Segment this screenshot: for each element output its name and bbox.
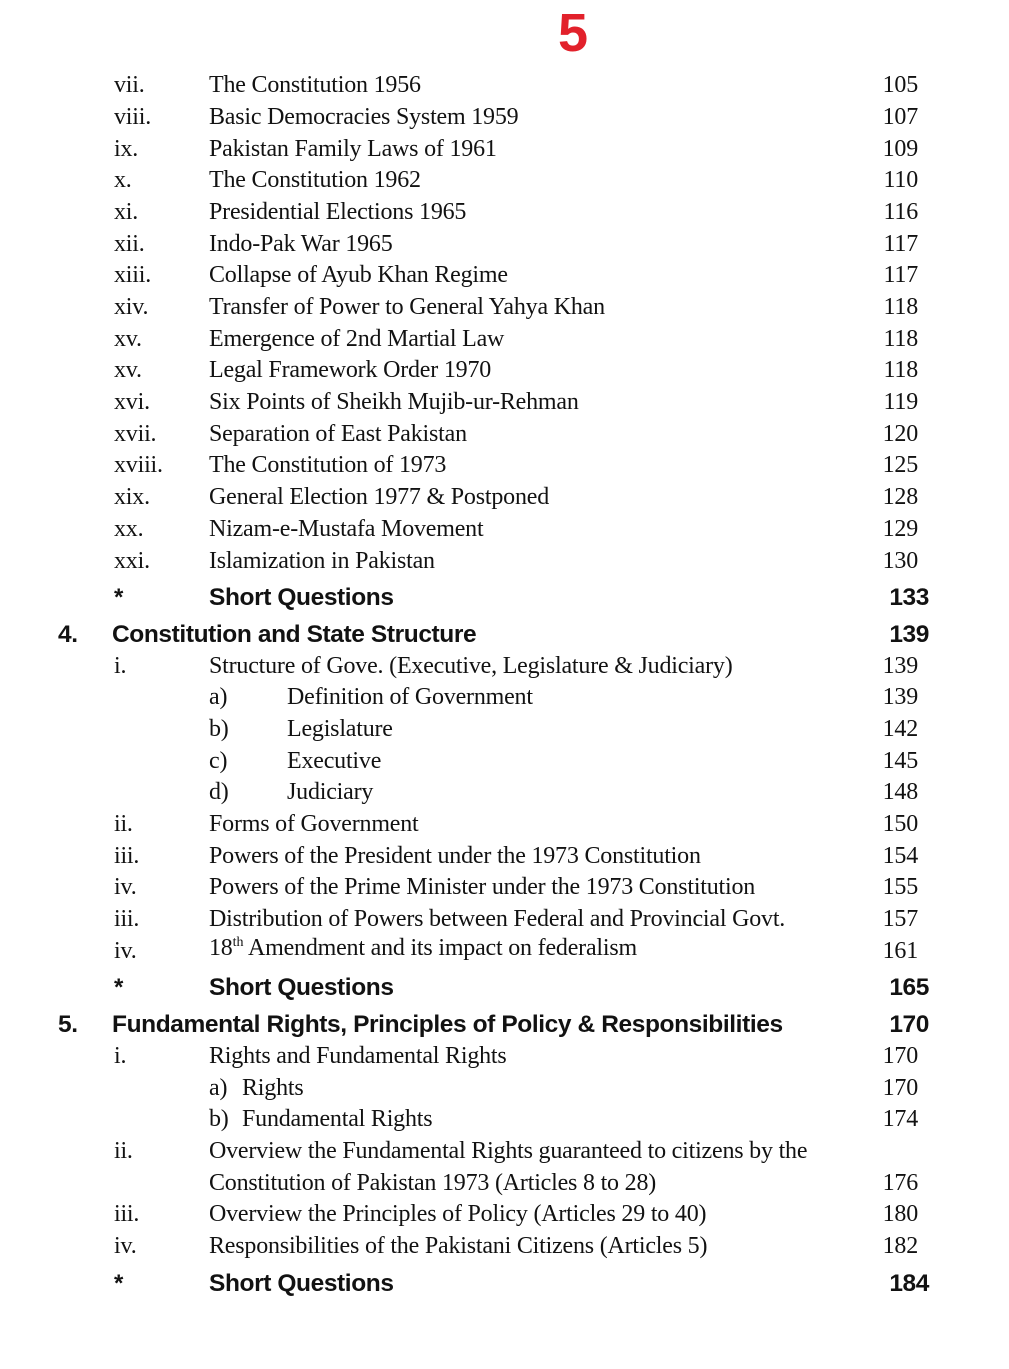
- toc-row: [0, 1072, 1009, 1104]
- superscript-ordinal: th: [232, 934, 244, 950]
- toc-row: [0, 1041, 1009, 1073]
- toc-row-page-number: 155: [882, 874, 918, 901]
- toc-row-title: Forms of Government: [209, 811, 419, 837]
- toc-row-page-number: 165: [889, 974, 929, 1002]
- toc-row-page-number: 133: [889, 584, 929, 612]
- toc-row-page-number: 154: [882, 842, 918, 869]
- toc-row: [0, 809, 1009, 841]
- toc-row-title: Powers of the Prime Minister under the 1973 Constitution: [209, 874, 756, 901]
- toc-row-title: Legislature: [287, 715, 393, 742]
- page-number: 5: [558, 3, 589, 63]
- toc-row-title: Short Questions: [209, 584, 394, 612]
- toc-row-title: 18th Amendment and its impact on federalism: [209, 934, 637, 961]
- toc-row-title: Transfer of Power to General Yahya Khan: [209, 294, 605, 320]
- toc-row-numeral: xiv.: [114, 294, 149, 320]
- toc-row-page-number: 110: [883, 167, 918, 194]
- toc-row-title: Indo-Pak War 1965: [209, 230, 393, 257]
- toc-row: [0, 514, 1009, 546]
- toc-row-numeral: xix.: [114, 484, 150, 511]
- toc-row: [0, 650, 1009, 682]
- toc-row-numeral: ix.: [114, 135, 139, 162]
- toc-row-page-number: 182: [882, 1232, 918, 1259]
- toc-row-numeral: c): [209, 747, 228, 774]
- toc-row-title: Legal Framework Order 1970: [209, 357, 492, 384]
- toc-row: [0, 777, 1009, 809]
- toc-row-title: Six Points of Sheikh Mujib-ur-Rehman: [209, 389, 579, 416]
- toc-row-title: Judiciary: [287, 779, 374, 806]
- toc-row-title: The Constitution of 1973: [209, 452, 447, 479]
- toc-row-page-number: 107: [882, 103, 918, 130]
- toc-row: [0, 936, 1009, 968]
- toc-row-title: Constitution and State Structure: [112, 620, 477, 648]
- toc-row-title: Definition of Government: [287, 684, 533, 711]
- toc-row-page-number: 176: [882, 1169, 918, 1196]
- toc-row-page-number: 116: [883, 198, 918, 225]
- toc-row-title: General Election 1977 & Postponed: [209, 484, 549, 511]
- toc-row: [0, 324, 1009, 356]
- toc-row: [0, 1262, 1009, 1299]
- toc-row-title: Responsibilities of the Pakistani Citizens (Articles 5): [209, 1232, 708, 1259]
- toc-row-page-number: 174: [882, 1106, 918, 1133]
- toc-row-page-number: 117: [883, 262, 918, 289]
- toc-row-numeral: 5.: [58, 1011, 78, 1039]
- toc-row-title: The Constitution 1962: [209, 167, 421, 194]
- toc-row-page-number: 139: [882, 652, 918, 679]
- toc-row-page-number: 105: [882, 72, 918, 99]
- toc-list: [0, 70, 1009, 1299]
- toc-row-title: Basic Democracies System 1959: [209, 103, 519, 130]
- toc-row-page-number: 119: [883, 389, 918, 416]
- toc-row-page-number: 180: [882, 1201, 918, 1228]
- toc-row-numeral: iii.: [114, 842, 140, 869]
- toc-row: [0, 1004, 1009, 1041]
- toc-row: [0, 1136, 1009, 1168]
- toc-row: [0, 545, 1009, 577]
- toc-row-page-number: 157: [882, 906, 918, 933]
- toc-row: [0, 355, 1009, 387]
- toc-row-page-number: 129: [882, 515, 918, 542]
- toc-row-page-number: 170: [882, 1074, 918, 1101]
- toc-row-page-number: 139: [882, 684, 918, 711]
- toc-row: [0, 745, 1009, 777]
- toc-row: [0, 228, 1009, 260]
- toc-row: [0, 1199, 1009, 1231]
- toc-row-numeral: iii.: [114, 906, 140, 933]
- toc-row-page-number: 161: [882, 937, 918, 964]
- toc-row-numeral: *: [114, 974, 123, 1002]
- toc-row-numeral: *: [114, 1269, 123, 1297]
- toc-row-title: Emergence of 2nd Martial Law: [209, 325, 505, 352]
- toc-row-title: Fundamental Rights: [242, 1106, 433, 1133]
- toc-row-title: Separation of East Pakistan: [209, 420, 467, 447]
- toc-row-page-number: 170: [882, 1042, 918, 1069]
- toc-row: [0, 260, 1009, 292]
- toc-row: [0, 872, 1009, 904]
- toc-row-numeral: xx.: [114, 515, 144, 542]
- toc-row-title: Powers of the President under the 1973 Constitution: [209, 842, 701, 869]
- toc-row-numeral: *: [114, 584, 123, 612]
- toc-row-numeral: ii.: [114, 811, 133, 837]
- toc-row-numeral: iv.: [114, 1232, 137, 1259]
- toc-row-numeral: xxi.: [114, 547, 150, 574]
- toc-row-title: Executive: [287, 747, 382, 774]
- toc-row-title: Distribution of Powers between Federal and Provincial Govt.: [209, 906, 786, 933]
- toc-row-title: Presidential Elections 1965: [209, 198, 467, 225]
- toc-row: [0, 419, 1009, 451]
- toc-row-title: Short Questions: [209, 1269, 394, 1297]
- toc-row: [0, 292, 1009, 324]
- toc-row-page-number: 148: [882, 779, 918, 806]
- toc-row: [0, 165, 1009, 197]
- toc-row-page-number: 117: [883, 230, 918, 257]
- toc-row: [0, 133, 1009, 165]
- toc-row-title: Islamization in Pakistan: [209, 547, 435, 574]
- toc-row-page-number: 118: [883, 325, 918, 352]
- toc-row-numeral: iv.: [114, 937, 137, 964]
- toc-row-numeral: xv.: [114, 325, 142, 352]
- toc-row-numeral: b): [209, 1106, 229, 1133]
- toc-row-title: Overview the Principles of Policy (Articles 29 to 40): [209, 1201, 707, 1228]
- toc-row-page-number: 139: [889, 620, 929, 648]
- toc-row-numeral: b): [209, 715, 229, 742]
- toc-row-page-number: 130: [882, 547, 918, 574]
- toc-row-page-number: 145: [882, 747, 918, 774]
- toc-row-page-number: 120: [882, 420, 918, 447]
- toc-row-numeral: d): [209, 779, 229, 806]
- toc-row-title: Overview the Fundamental Rights guaranteed to citizens by the: [209, 1137, 808, 1164]
- toc-row-title: Fundamental Rights, Principles of Policy & Responsibilities: [112, 1011, 783, 1039]
- toc-row-numeral: a): [209, 684, 228, 711]
- toc-row-numeral: a): [209, 1074, 228, 1101]
- toc-row-numeral: xi.: [114, 198, 139, 225]
- toc-row: [0, 967, 1009, 1004]
- toc-row-numeral: ii.: [114, 1137, 133, 1164]
- toc-row-numeral: i.: [114, 652, 127, 679]
- toc-row-page-number: 109: [882, 135, 918, 162]
- toc-row-page-number: 142: [882, 715, 918, 742]
- toc-row: [0, 614, 1009, 651]
- toc-row-title: Constitution of Pakistan 1973 (Articles 8 to 28): [209, 1169, 657, 1196]
- toc-row-numeral: xiii.: [114, 262, 152, 289]
- toc-row: [0, 841, 1009, 873]
- toc-row-page-number: 150: [882, 811, 918, 837]
- toc-row: [0, 577, 1009, 614]
- toc-row-numeral: i.: [114, 1042, 127, 1069]
- toc-row-page-number: 170: [889, 1011, 929, 1039]
- toc-row-title: Collapse of Ayub Khan Regime: [209, 262, 508, 289]
- toc-row: [0, 387, 1009, 419]
- toc-row-numeral: iv.: [114, 874, 137, 901]
- toc-row-page-number: 125: [882, 452, 918, 479]
- toc-row: [0, 197, 1009, 229]
- toc-row: [0, 102, 1009, 134]
- toc-row: [0, 70, 1009, 102]
- toc-row: [0, 482, 1009, 514]
- toc-row: [0, 450, 1009, 482]
- toc-row-numeral: xii.: [114, 230, 145, 257]
- toc-row: [0, 714, 1009, 746]
- toc-row: [0, 1167, 1009, 1199]
- toc-row-numeral: vii.: [114, 72, 145, 99]
- toc-row-page-number: 118: [883, 294, 918, 320]
- toc-row-title: Pakistan Family Laws of 1961: [209, 135, 497, 162]
- toc-row-numeral: iii.: [114, 1201, 140, 1228]
- toc-row-numeral: xviii.: [114, 452, 163, 479]
- toc-row: [0, 1104, 1009, 1136]
- toc-row-title: Rights: [242, 1074, 304, 1101]
- toc-row-numeral: 4.: [58, 620, 78, 648]
- toc-row: [0, 1231, 1009, 1263]
- toc-row-title: Rights and Fundamental Rights: [209, 1042, 507, 1069]
- toc-row-page-number: 184: [889, 1269, 929, 1297]
- toc-row-title: Short Questions: [209, 974, 394, 1002]
- toc-row-numeral: xv.: [114, 357, 142, 384]
- toc-row-page-number: 128: [882, 484, 918, 511]
- toc-row: [0, 682, 1009, 714]
- toc-row-title: The Constitution 1956: [209, 72, 421, 99]
- toc-row-numeral: viii.: [114, 103, 152, 130]
- toc-row-page-number: 118: [883, 357, 918, 384]
- toc-row-title: Nizam-e-Mustafa Movement: [209, 515, 484, 542]
- toc-row-numeral: xvii.: [114, 420, 157, 447]
- toc-row-numeral: xvi.: [114, 389, 150, 416]
- toc-row-title: Structure of Gove. (Executive, Legislature & Judiciary): [209, 652, 733, 679]
- toc-row-numeral: x.: [114, 167, 132, 194]
- toc-row: [0, 904, 1009, 936]
